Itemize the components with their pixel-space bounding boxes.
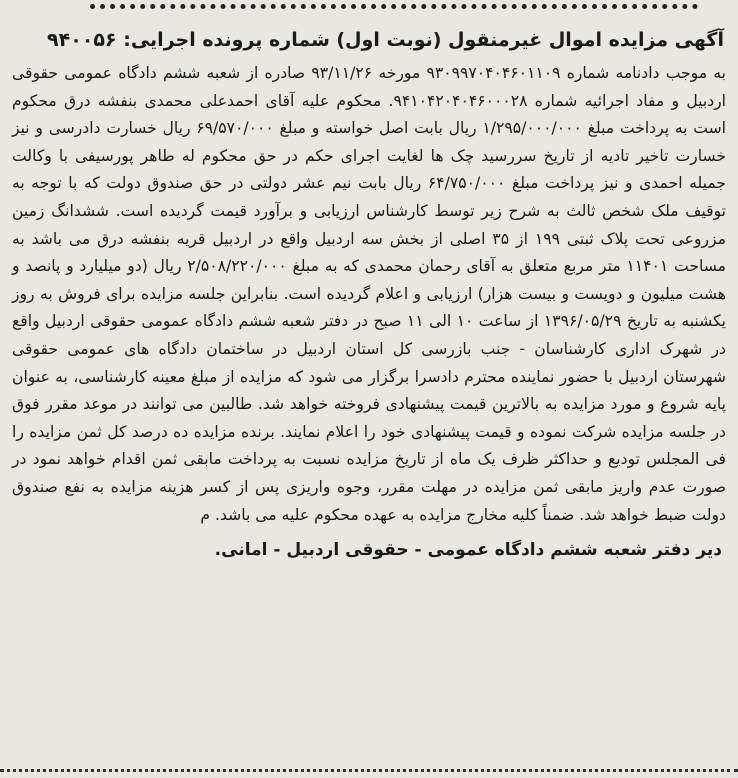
bottom-dotted-rule [0,769,738,778]
top-dotted-rule [90,4,698,9]
notice-title: آگهی مزایده اموال غیرمنقول (نوبت اول) شماره پرونده اجرایی: ۹۴۰۰۵۶ [47,29,724,51]
auction-notice [8,24,730,770]
notice-body: به موجب دادنامه شماره ۹۳۰۹۹۷۰۴۰۴۶۰۱۱۰۹ مورخه ۹۳/۱۱/۲۶ صادره از شعبه ششم دادگاه عمومی حقوقی اردبیل و مفاد اجرائیه شماره ۹۴۱۰۴۲۰۴۰۴۶۰۰۰۲۸. محکوم علیه آقای احمدعلی محمدی بنفشه درق محکوم است به پرداخت مبلغ ۱/۲۹۵/۰۰۰/۰۰۰ ریال بابت اصل خواسته و مبلغ ۶۹/۵۷۰/۰۰۰ ریال خسارت دادرسی و نیز خسارت تاخیر تادیه از تاریخ سررسید چک ها لغایت اجرای حکم در حق محکوم له طاهر پورسیفی با وکالت جمیله احمدی و نیز پرداخت مبلغ ۶۴/۷۵۰/۰۰۰ ریال بابت نیم عشر دولتی در حق صندوق دولت که با توجه به توقیف ملک شخص ثالث به شرح زیر توسط کارشناس ارزیابی و برآورد قیمت گردیده است. ششدانگ زمین مزروعی تحت پلاک ثبتی ۱۹۹ از ۳۵ اصلی از بخش سه اردبیل واقع در اردبیل قریه بنفشه درق می باشد به مساحت ۱۱۴۰۱ متر مربع متعلق به آقای رحمان محمدی که به مبلغ ۲/۵۰۸/۲۲۰/۰۰۰ ریال (دو میلیارد و پانصد و هشت میلیون و دویست و بیست هزار) ارزیابی و اعلام گردیده است. بنابراین جلسه مزایده برای فروش به روز یکشنبه به تاریخ ۱۳۹۶/۰۵/۲۹ از ساعت ۱۰ الی ۱۱ صبح در دفتر شعبه ششم دادگاه عمومی حقوقی اردبیل واقع در شهرک اداری کارشناسان - جنب بازرسی کل استان اردبیل در ساختمان دادگاه های عمومی حقوقی شهرستان اردبیل با حضور نماینده محترم دادسرا برگزار می شود که مزایده از مبلغ معینه کارشناسی، به عنوان پایه شروع و مورد مزایده به بالاترین قیمت پیشنهادی فروخته خواهد شد. طالبین می توانند در موعد مقرر فوق در جلسه مزایده شرکت نموده و قیمت پیشنهادی خود را اعلام نمایند. برنده مزایده ده درصد کل ثمن مزایده را فی المجلس تودیع و حداکثر ظرف یک ماه از تاریخ مزایده نسبت به پرداخت مابقی ثمن اقدام خواهد نمود در صورت عدم واریز مابقی ثمن مزایده در مهلت مقرر، وجوه واریزی پس از کسر هزینه مزایده به نفع صندوق دولت ضبط خواهد شد. ضمناً کلیه مخارج مزایده به عهده محکوم علیه می باشد. م [12,64,727,524]
notice-footer-signature: دیر دفتر شعبه ششم دادگاه عمومی - حقوقی اردبیل - امانی. [214,540,722,561]
